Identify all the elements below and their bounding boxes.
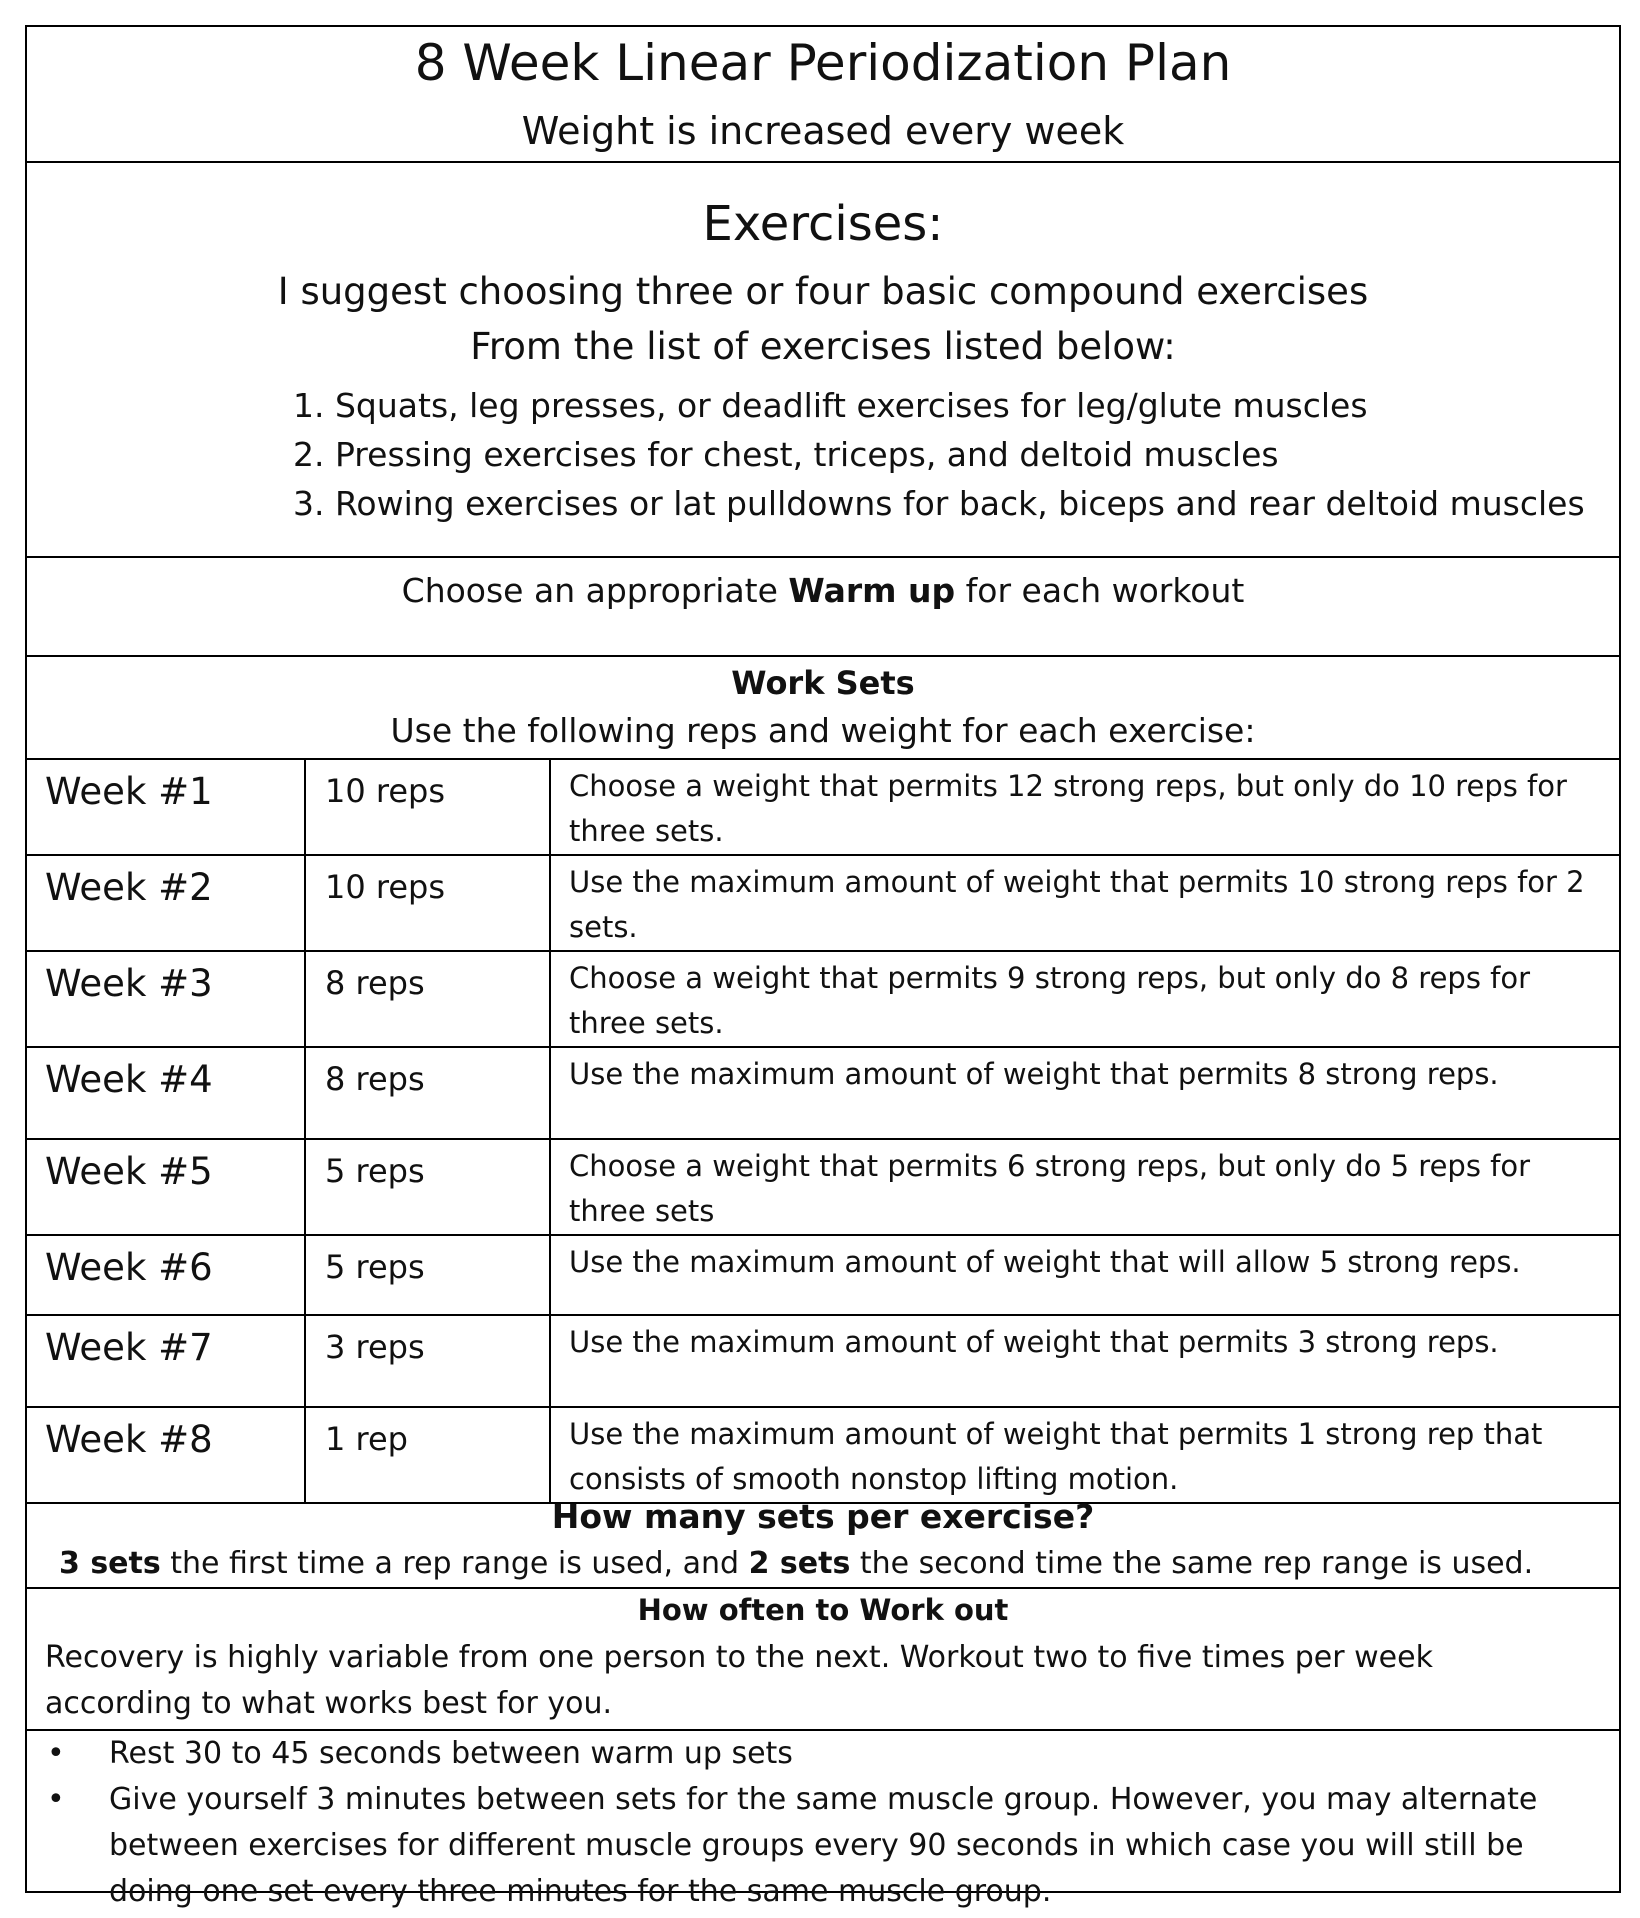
work-sets-heading: Work Sets	[731, 664, 915, 702]
week-label: Week #6	[27, 1235, 305, 1315]
exercises-intro-1: I suggest choosing three or four basic compound exercises	[277, 270, 1369, 313]
week-description: Choose a weight that permits 12 strong reps, but only do 10 reps for three sets.	[550, 759, 1619, 855]
table-row	[27, 1315, 1619, 1407]
weeks-table-body	[27, 759, 1619, 1503]
table-row	[27, 855, 1619, 951]
page-subtitle: Weight is increased every week	[521, 109, 1125, 153]
reps-value: 8 reps	[305, 951, 550, 1047]
table-row	[27, 1047, 1619, 1139]
sets-text	[59, 1546, 1533, 1581]
sets-bold-2: 2 sets	[748, 1546, 851, 1581]
bullet: •	[47, 1782, 65, 1817]
week-description: Use the maximum amount of weight that will allow 5 strong reps.	[550, 1235, 1619, 1315]
week-label: Week #7	[27, 1315, 305, 1407]
week-label: Week #3	[27, 951, 305, 1047]
list-item	[27, 1731, 1619, 1777]
week-label: Week #1	[27, 759, 305, 855]
warmup-text	[27, 571, 1619, 610]
reps-value: 8 reps	[305, 1047, 550, 1139]
exercises-heading: Exercises:	[702, 196, 944, 252]
week-description: Use the maximum amount of weight that permits 1 strong rep that consists of smooth nonstop lifting motion.	[550, 1407, 1619, 1503]
reps-value: 10 reps	[305, 759, 550, 855]
warmup-text-after: for each workout	[955, 571, 1245, 610]
warmup-text-before: Choose an appropriate	[401, 571, 789, 610]
list-item: 1. Squats, leg presses, or deadlift exercises for leg/glute muscles	[293, 386, 1368, 425]
sets-text-2: the second time the same rep range is used.	[850, 1546, 1534, 1581]
week-label: Week #8	[27, 1407, 305, 1503]
title-section	[27, 27, 1619, 163]
warmup-text-bold: Warm up	[788, 571, 956, 610]
week-description: Use the maximum amount of weight that permits 10 strong reps for 2 sets.	[550, 855, 1619, 951]
tip-text: Give yourself 3 minutes between sets for the same muscle group. However, you may alternate between exercises for different muscle groups every 90 seconds in which case you will still be doing one set every three minutes for the same muscle group.	[109, 1782, 1538, 1909]
week-label: Week #5	[27, 1139, 305, 1235]
sets-heading: How many sets per exercise?	[551, 1497, 1095, 1536]
work-sets-subheading: Use the following reps and weight for each exercise:	[390, 711, 1256, 750]
exercises-section	[27, 163, 1619, 558]
reps-value: 10 reps	[305, 855, 550, 951]
tips-list	[27, 1731, 1619, 1915]
table-row	[27, 759, 1619, 855]
table-row	[27, 1139, 1619, 1235]
reps-value: 5 reps	[305, 1139, 550, 1235]
reps-value: 5 reps	[305, 1235, 550, 1315]
week-description: Choose a weight that permits 9 strong reps, but only do 8 reps for three sets.	[550, 951, 1619, 1047]
work-sets-section	[27, 657, 1619, 758]
how-often-section	[27, 1589, 1619, 1731]
tips-section	[27, 1731, 1619, 1909]
exercise-list	[293, 381, 1585, 528]
sets-bold-1: 3 sets	[59, 1546, 161, 1581]
tip-text: Rest 30 to 45 seconds between warm up sets	[109, 1736, 793, 1771]
exercises-intro-2: From the list of exercises listed below:	[470, 325, 1176, 368]
reps-value: 1 rep	[305, 1407, 550, 1503]
document-page	[25, 25, 1621, 1909]
list-item: 2. Pressing exercises for chest, triceps, and deltoid muscles	[293, 435, 1279, 474]
week-label: Week #2	[27, 855, 305, 951]
table-row	[27, 951, 1619, 1047]
bullet: •	[47, 1736, 65, 1771]
week-description: Use the maximum amount of weight that permits 8 strong reps.	[550, 1047, 1619, 1139]
warmup-section	[27, 558, 1619, 657]
how-often-text: Recovery is highly variable from one person to the next. Workout two to five times per week according to what works best for you.	[45, 1640, 1433, 1721]
table-row	[27, 1407, 1619, 1503]
list-item	[27, 1777, 1619, 1915]
sets-per-exercise-section	[27, 1491, 1619, 1589]
week-description: Use the maximum amount of weight that permits 3 strong reps.	[550, 1315, 1619, 1407]
list-item: 3. Rowing exercises or lat pulldowns for back, biceps and rear deltoid muscles	[293, 484, 1585, 523]
week-description: Choose a weight that permits 6 strong reps, but only do 5 reps for three sets	[550, 1139, 1619, 1235]
weeks-table	[27, 758, 1619, 1504]
how-often-heading: How often to Work out	[637, 1593, 1009, 1627]
reps-value: 3 reps	[305, 1315, 550, 1407]
week-label: Week #4	[27, 1047, 305, 1139]
table-row	[27, 1235, 1619, 1315]
sets-text-1: the first time a rep range is used, and	[160, 1546, 749, 1581]
page-title: 8 Week Linear Periodization Plan	[414, 34, 1232, 92]
